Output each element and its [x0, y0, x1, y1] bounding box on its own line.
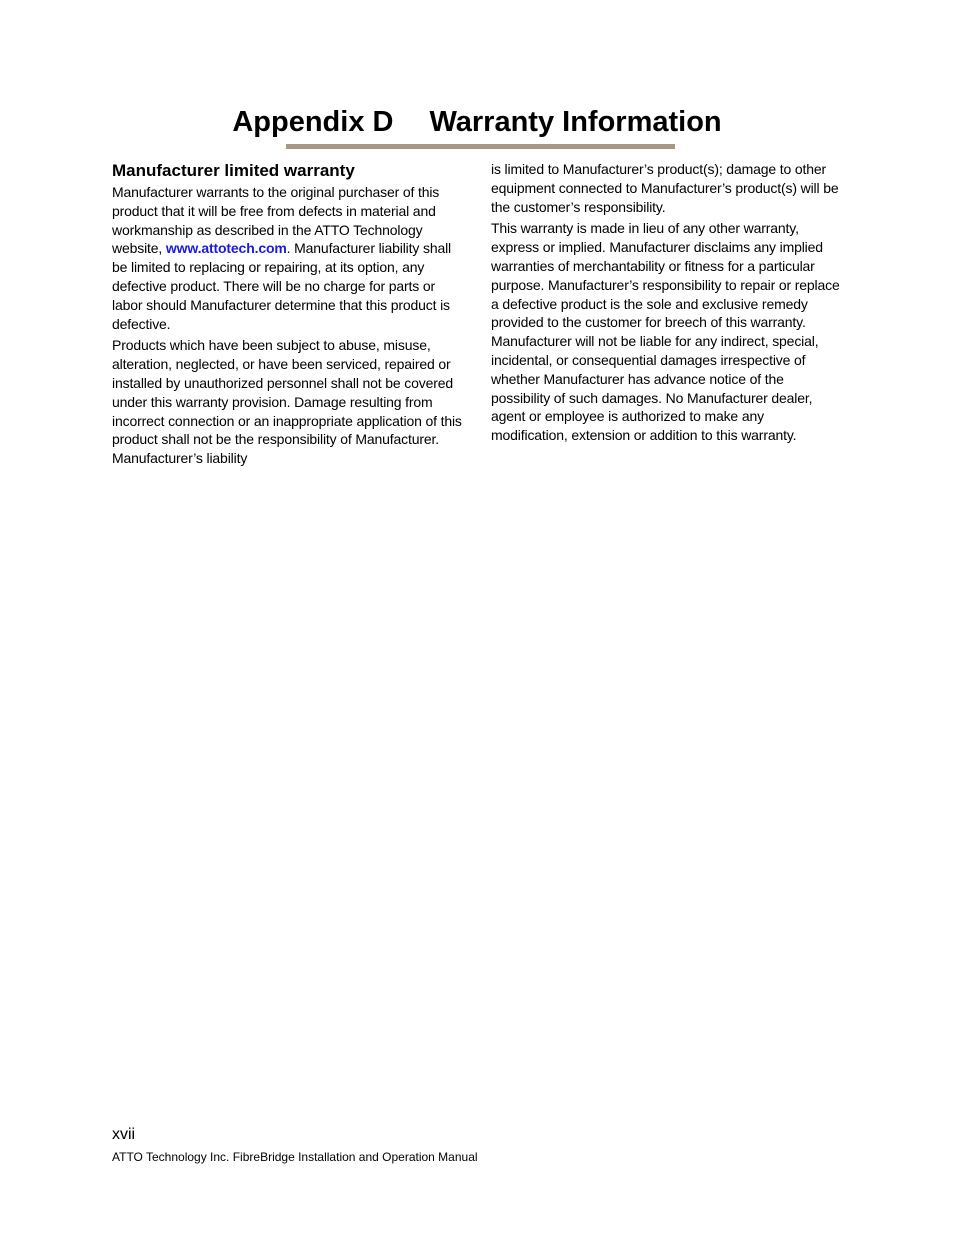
right-column [491, 160, 843, 448]
appendix-title: Warranty Information [429, 106, 722, 138]
website-link[interactable]: www.attotech.com [165, 240, 287, 257]
paragraph-disclaimer: This warranty is made in lieu of any other warranty, express or implied. Manufacturer disclaims any implied warranties of merchantability or fitness for a particular purpose. Manufacturer’s responsibility to repair or replace a defective product is the sole and exclusive remedy provided to the customer for breech of this warranty. Manufacturer will not be liable for any indirect, special, incidental, or consequential damages irrespective of whether Manufacturer has advance notice of the possibility of such damages. No Manufacturer dealer, agent or employee is authorized to make any modification, extension or addition to this warranty. [491, 220, 840, 444]
appendix-label: Appendix D [232, 106, 394, 138]
footer-manual-title: ATTO Technology Inc. FibreBridge Installation and Operation Manual [112, 1150, 478, 1164]
paragraph-exclusions-continued: is limited to Manufacturer’s product(s); damage to other equipment connected to Manufacturer’s product(s) will be the customer’s responsibility. [491, 161, 839, 215]
left-column [112, 160, 464, 471]
section-heading: Manufacturer limited warranty [112, 161, 355, 180]
paragraph-warranty-intro [112, 183, 464, 333]
title-underline-rule [286, 144, 675, 149]
paragraph-text-before-link: Manufacturer warrants to the original purchaser of this product that it will be free from defects in material and workmanship as described in the ATTO Technology website, [112, 184, 440, 257]
page-number: xvii [112, 1126, 136, 1143]
paragraph-text-after-link: . Manufacturer liability shall be limited to replacing or repairing, at its option, any defective product. There will be no charge for parts or labor should Manufacturer determine that this product is defective. [112, 240, 452, 332]
paragraph-exclusions: Products which have been subject to abuse, misuse, alteration, neglected, or have been serviced, repaired or installed by unauthorized personnel shall not be covered under this warranty provision. Damage resulting from incorrect connection or an inappropriate application of this product shall not be the responsibility of Manufacturer. Manufacturer’s liability [112, 337, 462, 467]
page-title [0, 102, 954, 142]
